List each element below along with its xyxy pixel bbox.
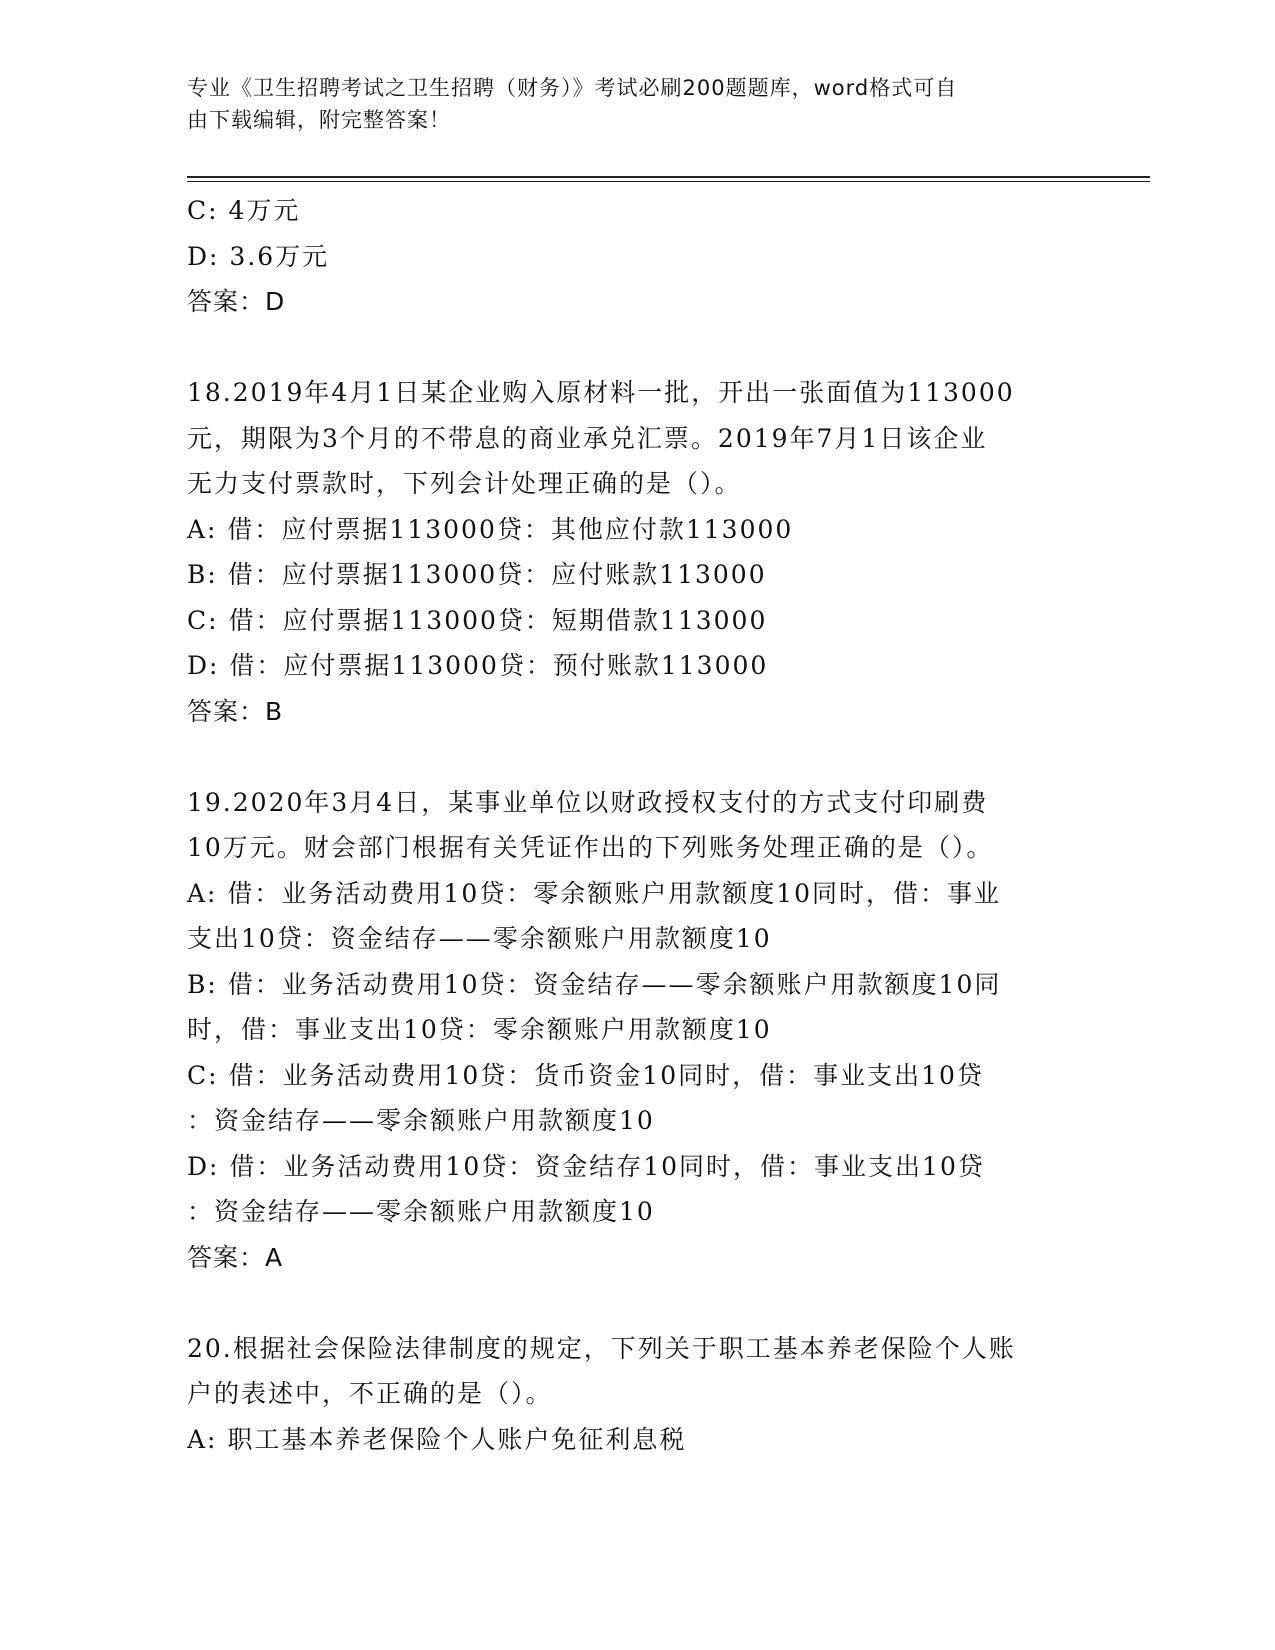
question-stem: 10万元。财会部门根据有关凭证作出的下列账务处理正确的是（）。	[187, 833, 994, 862]
option-d: D: 3.6万元	[187, 241, 330, 271]
spacer	[187, 1280, 1077, 1326]
answer: 答案：D	[187, 287, 286, 316]
option-b: B: 借：业务活动费用10贷：资金结存——零余额账户用款额度10同	[187, 969, 1002, 999]
option-b-cont: 时，借：事业支出10贷：零余额账户用款额度10	[187, 1015, 772, 1044]
header-divider-thin	[187, 181, 1150, 182]
answer: 答案：A	[187, 1242, 284, 1272]
option-c: C: 4万元	[187, 196, 301, 225]
answer: 答案：B	[187, 696, 284, 726]
question-stem: 元，期限为3个月的不带息的商业承兑汇票。2019年7月1日该企业	[187, 423, 988, 453]
option-a: A: 借：应付票据113000贷：其他应付款113000	[187, 514, 794, 544]
document-header	[187, 72, 1067, 136]
prev-question-tail	[187, 188, 1077, 325]
question-19	[187, 780, 1077, 1281]
option-d: D: 借：应付票据113000贷：预付账款113000	[187, 651, 769, 680]
question-stem: 18.2019年4月1日某企业购入原材料一批，开出一张面值为113000	[187, 378, 1015, 407]
question-20	[187, 1326, 1077, 1463]
question-stem: 无力支付票款时，下列会计处理正确的是（）。	[187, 469, 742, 498]
option-a: A: 职工基本养老保险个人账户免征利息税	[187, 1424, 687, 1454]
option-c: C: 借：业务活动费用10贷：货币资金10同时，借：事业支出10贷	[187, 1060, 984, 1090]
option-a: A: 借：业务活动费用10贷：零余额账户用款额度10同时，借：事业	[187, 878, 1002, 908]
spacer	[187, 325, 1077, 371]
option-c: C: 借：应付票据113000贷：短期借款113000	[187, 605, 768, 635]
spacer	[187, 734, 1077, 780]
document-body	[187, 188, 1077, 1462]
question-stem: 户的表述中，不正确的是（）。	[187, 1379, 553, 1408]
option-a-cont: 支出10贷：资金结存——零余额账户用款额度10	[187, 924, 772, 953]
option-b: B: 借：应付票据113000贷：应付账款113000	[187, 560, 767, 589]
question-stem: 20.根据社会保险法律制度的规定，下列关于职工基本养老保险个人账	[187, 1333, 1016, 1363]
header-divider-thick	[187, 176, 1150, 178]
header-line-2: 由下载编辑，附完整答案！	[187, 108, 451, 132]
option-d: D: 借：业务活动费用10贷：资金结存10同时，借：事业支出10贷	[187, 1151, 985, 1181]
question-18	[187, 370, 1077, 734]
option-d-cont: ：资金结存——零余额账户用款额度10	[187, 1197, 655, 1226]
option-c-cont: ：资金结存——零余额账户用款额度10	[187, 1106, 655, 1135]
question-stem: 19.2020年3月4日，某事业单位以财政授权支付的方式支付印刷费	[187, 787, 989, 817]
header-line-1: 专业《卫生招聘考试之卫生招聘（财务）》考试必刷200题题库，word格式可自	[187, 76, 958, 100]
